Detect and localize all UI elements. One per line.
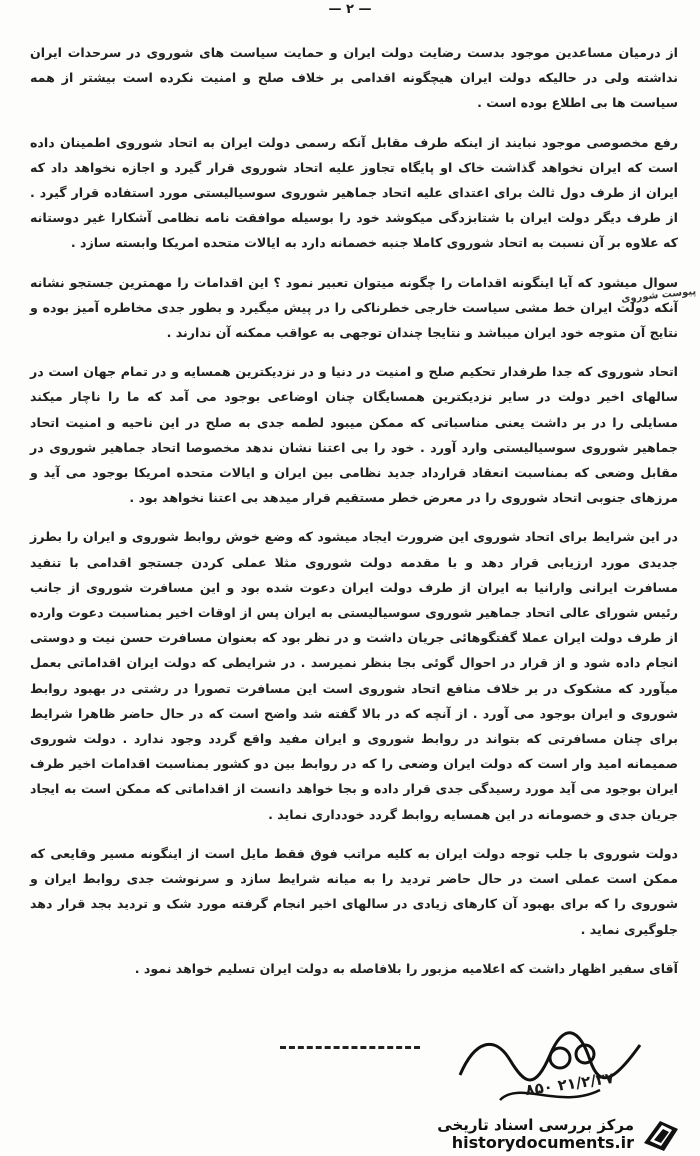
document-body: [30, 40, 678, 995]
watermark-url: historydocuments.ir: [451, 1133, 634, 1152]
paragraph: رفع مخصوصی موجود نبایند از اینکه طرف مقابل آنکه رسمی دولت ایران به اتحاد شوروی اطمینان داده است که ایران نخواهد گذاشت خاک او پایگاه تجاوز علیه اتحاد شوروی قرار گیرد و اجازه نخواهد داد که ایران از طرف دول ثالث برای اعتدای علیه اتحاد جماهیر شوروی سوسیالیستی مورد استفاده قرار گیرد . از طرف دیگر دولت ایران با شتابزدگی میکوشد خود را بوسیله موافقت نامه نظامی آشکارا غیر دوستانه که علاوه بر آن نسبت به اتحاد شوروی کاملا جنبه خصمانه دارد به ایالات متحده امریکا وابسته سازد .: [30, 134, 678, 251]
paragraph: اتحاد شوروی که جدا طرفدار تحکیم صلح و امنیت در دنیا و در نزدیکترین همسایه و در تمام جهان است در سالهای اخیر دولت در سایر نزدیکترین همسایگان چنان اوضاعی بوجود می آمد که ما را ناچار میکند مسایلی را در بر داشت یعنی مناسباتی که ممکن میبود لطمه جدی به صلح در این ناحیه و امنیت اتحاد جماهیر شوروی سوسیالیستی وارد آورد . خود را بی اعتنا نشان ندهد مخصوصا اتحاد جماهیر شوروی در مقابل وضعی که بمناسبت انعقاد قرارداد جدید نظامی بین ایران و ایالات متحده امریکا بوجود می آید و مرزهای جنوبی اتحاد شوروی را در معرض خطر مستقیم قرار میدهد بی اعتنا نخواهد بود .: [30, 364, 678, 506]
paragraph: دولت شوروی با جلب توجه دولت ایران به کلیه مراتب فوق فقط مایل است از اینگونه مسیر وقایعی که ممکن است عملی است در حال حاضر تردید را به میانه شرایط سازد و سرنوشت جدی روابط ایران و شوروی را که برای بهبود آن کارهای زیادی در سالهای اخیر انجام گرفته مورد شک و تردید بجد قرار دهد جلوگیری نماید .: [30, 845, 678, 937]
watermark-name: مرکز بررسی اسناد تاریخی: [437, 1116, 634, 1134]
watermark: [437, 1112, 682, 1156]
margin-note: پیوست شوروی: [620, 286, 697, 305]
paragraph: از درمیان مساعدین موجود بدست رضایت دولت ایران و حمایت سیاست های شوروی در سرحدات ایران نداشته ولی در حالیکه دولت ایران هیچگونه اقدامی بر خلاف صلح و امنیت نکرده است بیشتر از همه سیاست ها بی اطلاع بوده است .: [30, 45, 678, 111]
archive-logo-icon: [640, 1113, 682, 1155]
paragraph: آقای سفیر اظهار داشت که اعلامیه مزبور را بلافاصله به دولت ایران تسلیم خواهد نمود .: [134, 960, 678, 976]
closing-divider: [280, 1046, 420, 1049]
handwritten-signature: [440, 1020, 670, 1110]
paragraph: سوال میشود که آیا اینگونه اقدامات را چگونه میتوان تعبیر نمود ؟ این اقدامات را مهمترین جستجو نشانه آنکه دولت ایران خط مشی سیاست خارجی خطرناکی را در پیش میگیرد و بطور جدی مخاطره آمیز بوده و نتایج آن متوجه خود ایران میباشد و نتایجا چندان توجهی به عواقب ممکنه آن ندارند .: [30, 274, 678, 341]
signature-number: ۸۵۰ ۲۱/۲/۳۷: [524, 1068, 616, 1100]
page-number: — ۲ —: [328, 2, 372, 17]
paragraph: در این شرایط برای اتحاد شوروی این ضرورت ایجاد میشود که وضع خوش روابط شوروی و ایران را بطرز جدیدی مورد ارزیابی قرار دهد و با مقدمه دولت شوروی مثلا عملی کردن جستجو اقدامی با تنفید مسافرت ایرانی وارانیا به ایران از طرف دولت ایران دعوت شده بود و این مسافرت شوروی از جانب رئیس شورای عالی اتحاد جماهیر شوروی سوسیالیستی به ایران پس از اوقات اخیر بمناسبت دعوت وارده از طرف دولت ایران عملا گفتگوهائی جریان داشت و در نظر بود که بعنوان مسافرت حسن نیت و دوستی انجام داده شود و از قرار در احوال گوئی بجا بنظر نمیرسد . در شرایطی که دولت ایران اقداماتی بعمل میآورد که مشکوک در بر خلاف منافع اتحاد شوروی است این مسافرت تصورا در رشتی در بهبود روابط شوروی و ایران بوجود می آورد . از آنچه که در بالا گفته شد واضح است که در حال حاضر ظاهرا شرایط برای چنان مسافرتی که بتواند در روابط شوروی و ایران مفید واقع گردد وجود ندارد . دولت شوروی صمیمانه امید وار است که دولت ایران وضعی را که در روابط بین دو کشور بمناسبت اقدامات اخیر طرف ایران بوجود می آید مورد رسیدگی جدی قرار داده و بجا خواهد دانست از اقداماتی که ممکن است به ایجاد جریان جدی و خصومانه در این همسایه روابط گردد خودداری نماید .: [30, 529, 678, 822]
watermark-text: [437, 1116, 634, 1152]
